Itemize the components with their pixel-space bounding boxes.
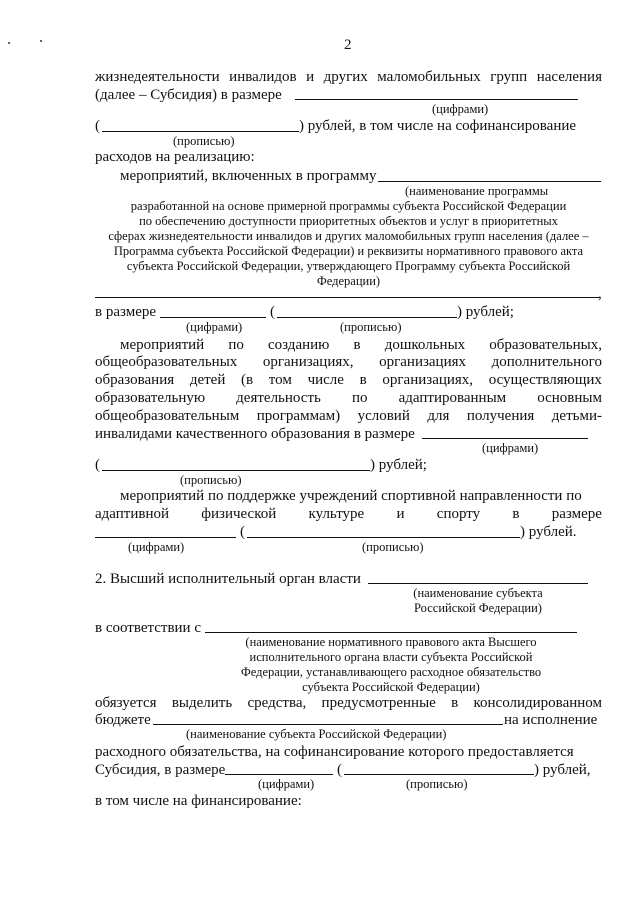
amount-digits-field[interactable] [95,537,236,538]
word: общеобразовательным [95,408,240,424]
paren-open: ( [270,304,275,320]
s2-line-6: инвалидами качественного образования в размере [95,426,415,442]
word: для [427,408,450,424]
amount-digits-field[interactable] [225,774,333,775]
word: спорту [436,506,481,522]
word: средства, [247,695,307,711]
s1-line-5: мероприятий, включенных в программу [120,168,377,184]
caption-words: (прописью) [340,320,402,334]
word: инвалидов [229,69,297,85]
word: мероприятий [120,337,205,353]
amount-words-field[interactable] [102,470,370,471]
word: жизнедеятельности [95,69,220,85]
caption-line: (наименование субъекта [413,586,543,600]
s1-line-1 [95,68,602,86]
p2-line-5: расходного обязательства, на софинансирование которого предоставляется [95,744,574,760]
word: адаптивной [95,506,169,522]
razmer-label: в размере [95,304,157,320]
word: получения [466,408,535,424]
word: по [228,337,244,353]
word: маломобильных [377,69,481,85]
amount-words-field[interactable] [344,774,534,775]
caption-digits: (цифрами) [186,320,243,334]
paren-open: ( [337,762,342,778]
program-desc-line: Программа субъекта Российской Федерации) и реквизиты нормативного правового акта [113,244,584,258]
amount-digits-field[interactable] [422,438,588,439]
program-desc-line: по обеспечению доступности приоритетных объектов и услуг в приоритетных [139,214,558,228]
s1-line-4: расходов на реализацию: [95,149,255,165]
word: образования [95,372,175,388]
caption-digits: (цифрами) [258,777,315,791]
s2-line-3 [95,371,602,389]
word: условий [357,408,410,424]
paren-open: ( [95,118,100,134]
legal-act-field[interactable] [205,632,577,633]
word: культуре [308,506,365,522]
subject-name-field[interactable] [368,583,588,584]
word: деятельность [236,390,321,406]
trailing-comma: , [598,286,602,302]
word: в [359,372,367,388]
p2-line-6-left: Субсидия, в размере [95,762,226,778]
word: дополнительного [491,354,602,370]
word: детьми- [551,408,602,424]
word: размере [551,506,602,522]
word: организациях, [262,354,354,370]
word: организациях, [382,372,474,388]
paren-open: ( [240,524,245,540]
page-number: 2 [344,37,352,53]
p2-line-4-right: на исполнение [504,712,598,728]
caption-digits: (цифрами) [128,540,185,554]
paren-open: ( [95,457,100,473]
caption-words: (прописью) [173,134,235,148]
program-desc-line: сферах жизнедеятельности инвалидов и других маломобильных групп населения (далее – [108,229,589,243]
p2-line-4-left: бюджете [95,712,151,728]
word: обязуется [95,695,157,711]
caption-digits: (цифрами) [432,102,489,116]
word: и [306,69,315,85]
s3-line-2 [95,505,602,523]
caption-digits: (цифрами) [482,441,539,455]
s2-line-2 [95,353,602,371]
caption-line: исполнительного органа власти субъекта Российской [249,650,533,664]
p2-line-7: в том числе на финансирование: [95,793,302,809]
word: адаптированным [398,390,507,406]
s3-line-1: мероприятий по поддержке учреждений спортивной направленности по [120,488,582,504]
amount-words-field[interactable] [277,317,457,318]
program-desc-line: разработанной на основе примерной программы субъекта Российской Федерации [130,199,567,213]
s2-line-7-close: ) рублей; [370,457,427,473]
program-desc [95,199,602,289]
caption-line: (наименование нормативного правового акта Высшего [245,635,537,649]
amount-words-field[interactable] [247,537,520,538]
scan-speck [8,42,10,44]
caption-words: (прописью) [406,777,468,791]
word: числе [307,372,344,388]
word: образовательных, [489,337,602,353]
word: выделить [171,695,233,711]
caption-line: Федерации, устанавливающего расходное обязательство [240,665,542,679]
word: организациях [379,354,467,370]
caption-line: Российской Федерации) [414,601,542,615]
word: дошкольных [384,337,466,353]
word: групп [490,69,528,85]
amount-words-field[interactable] [102,131,299,132]
caption-words: (прописью) [362,540,424,554]
word: в [353,337,361,353]
p2-line-1: 2. Высший исполнительный орган власти [95,571,361,587]
caption-line: субъекта Российской Федерации) [302,680,480,694]
program-desc-line: субъекта Российской Федерации, утверждающего Программу субъекта Российской [126,259,571,273]
word: других [323,69,368,85]
subject-budget-field[interactable] [153,724,503,725]
s1-line-3-rest: ) рублей, в том числе на софинансирование [299,118,577,134]
word: (в [241,372,254,388]
word: консолидированном [473,695,602,711]
caption-subject [383,586,573,616]
p2-line-2: в соответствии с [95,620,201,636]
word: по [351,390,368,406]
s3-line-3-close: ) рублей. [520,524,577,540]
word: осуществляющих [488,372,602,388]
program-name-field[interactable] [378,181,601,182]
word: созданию [268,337,330,353]
program-desc-line: Федерации) [316,274,381,288]
caption-program: (наименование программы [405,184,549,198]
razmer-close: ) рублей; [457,304,514,320]
s2-line-5 [95,407,602,425]
word: детей [189,372,226,388]
word: основным [537,390,602,406]
s2-line-1 [120,336,602,354]
word: образовательную [95,390,206,406]
caption-act [205,635,577,695]
word: программам) [256,408,341,424]
p2-line-3 [95,694,602,712]
word: в [451,695,459,711]
word: и [396,506,405,522]
word: предусмотренные [321,695,436,711]
caption-words: (прописью) [180,473,242,487]
caption-subject-2: (наименование субъекта Российской Федерации) [186,727,447,741]
word: том [268,372,292,388]
word: физической [201,506,277,522]
s1-line-2: (далее – Субсидия) в размере [95,87,282,103]
p2-line-6-close: ) рублей, [534,762,591,778]
amount-digits-field[interactable] [295,99,578,100]
s2-line-4 [95,389,602,407]
word: общеобразовательных [95,354,238,370]
word: в [512,506,520,522]
word: населения [536,69,602,85]
amount-digits-field[interactable] [160,317,266,318]
program-details-field[interactable] [95,297,600,298]
scan-speck [40,40,42,42]
